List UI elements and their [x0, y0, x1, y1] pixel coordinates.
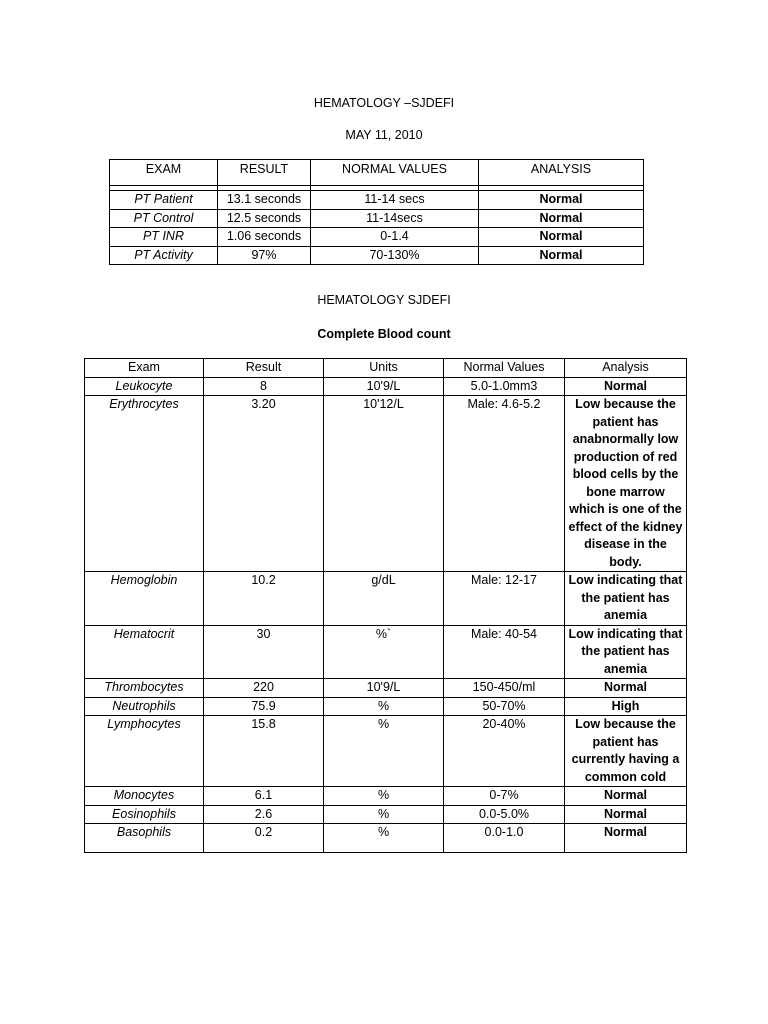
pt-result-cell: 13.1 seconds [218, 191, 311, 210]
pt-header-normal-values: NORMAL VALUES [311, 160, 479, 186]
cbc-table-header-row [85, 359, 687, 378]
cbc-result-cell: 220 [204, 679, 324, 698]
pt-header-exam: EXAM [110, 160, 218, 186]
cbc-result-cell: 15.8 [204, 716, 324, 787]
cbc-table [84, 358, 687, 853]
cbc-header-analysis: Analysis [565, 359, 687, 378]
cbc-analysis-cell: Low indicating that the patient has anemia [565, 625, 687, 679]
pt-analysis-cell: Normal [479, 246, 644, 265]
report1-title: HEMATOLOGY –SJDEFI [313, 96, 455, 110]
cbc-result-cell: 8 [204, 377, 324, 396]
pt-normal-values-cell: 11-14secs [311, 209, 479, 228]
table-row [110, 228, 644, 247]
table-row [110, 246, 644, 265]
cbc-exam-cell: Eosinophils [85, 805, 204, 824]
cbc-normal-values-cell: 20-40% [444, 716, 565, 787]
cbc-units-cell: % [324, 697, 444, 716]
cbc-exam-cell: Leukocyte [85, 377, 204, 396]
pt-result-cell: 1.06 seconds [218, 228, 311, 247]
pt-analysis-cell: Normal [479, 209, 644, 228]
table-row [85, 787, 687, 806]
cbc-analysis-cell: Normal [565, 805, 687, 824]
cbc-normal-values-cell: Male: 4.6-5.2 [444, 396, 565, 572]
cbc-exam-cell: Thrombocytes [85, 679, 204, 698]
cbc-analysis-cell: Normal [565, 679, 687, 698]
table-row [110, 191, 644, 210]
cbc-result-cell: 3.20 [204, 396, 324, 572]
cbc-normal-values-cell: 0-7% [444, 787, 565, 806]
pt-exam-cell: PT Patient [110, 191, 218, 210]
cbc-units-cell: g/dL [324, 572, 444, 626]
cbc-header-result: Result [204, 359, 324, 378]
cbc-normal-values-cell: Male: 12-17 [444, 572, 565, 626]
pt-table-header-row [110, 160, 644, 186]
cbc-normal-values-cell: 150-450/ml [444, 679, 565, 698]
table-row [85, 625, 687, 679]
cbc-result-cell: 30 [204, 625, 324, 679]
pt-exam-cell: PT Activity [110, 246, 218, 265]
pt-header-result: RESULT [218, 160, 311, 186]
cbc-units-cell: % [324, 787, 444, 806]
cbc-normal-values-cell: Male: 40-54 [444, 625, 565, 679]
cbc-analysis-cell: Normal [565, 377, 687, 396]
cbc-analysis-cell: Low because the patient has anabnormally low production of red blood cells by the bone marrow which is one of the effect of the kidney disease in the body. [565, 396, 687, 572]
cbc-result-cell: 6.1 [204, 787, 324, 806]
cbc-analysis-cell: Normal [565, 824, 687, 853]
cbc-exam-cell: Neutrophils [85, 697, 204, 716]
table-row [85, 805, 687, 824]
cbc-units-cell: 10'9/L [324, 679, 444, 698]
pt-header-analysis: ANALYSIS [479, 160, 644, 186]
cbc-exam-cell: Lymphocytes [85, 716, 204, 787]
cbc-normal-values-cell: 50-70% [444, 697, 565, 716]
pt-result-cell: 12.5 seconds [218, 209, 311, 228]
cbc-result-cell: 10.2 [204, 572, 324, 626]
pt-exam-cell: PT Control [110, 209, 218, 228]
cbc-result-cell: 75.9 [204, 697, 324, 716]
table-row [110, 209, 644, 228]
cbc-exam-cell: Basophils [85, 824, 204, 853]
cbc-units-cell: 10'12/L [324, 396, 444, 572]
table-row [85, 377, 687, 396]
cbc-header-exam: Exam [85, 359, 204, 378]
cbc-header-units: Units [324, 359, 444, 378]
cbc-analysis-cell: Low because the patient has currently having a common cold [565, 716, 687, 787]
cbc-analysis-cell: High [565, 697, 687, 716]
cbc-result-cell: 0.2 [204, 824, 324, 853]
cbc-units-cell: % [324, 805, 444, 824]
pt-normal-values-cell: 0-1.4 [311, 228, 479, 247]
cbc-units-cell: 10'9/L [324, 377, 444, 396]
table-row [85, 697, 687, 716]
table-row [85, 824, 687, 853]
table-row [85, 396, 687, 572]
cbc-analysis-cell: Normal [565, 787, 687, 806]
pt-result-cell: 97% [218, 246, 311, 265]
table-row [85, 679, 687, 698]
pt-exam-cell: PT INR [110, 228, 218, 247]
cbc-header-normal-values: Normal Values [444, 359, 565, 378]
pt-normal-values-cell: 70-130% [311, 246, 479, 265]
table-row [85, 572, 687, 626]
cbc-units-cell: % [324, 824, 444, 853]
cbc-units-cell: %` [324, 625, 444, 679]
pt-analysis-cell: Normal [479, 228, 644, 247]
cbc-normal-values-cell: 0.0-1.0 [444, 824, 565, 853]
report1-date: MAY 11, 2010 [345, 128, 423, 142]
pt-normal-values-cell: 11-14 secs [311, 191, 479, 210]
pt-table [109, 159, 644, 265]
cbc-analysis-cell: Low indicating that the patient has anemia [565, 572, 687, 626]
report2-subtitle: Complete Blood count [317, 327, 451, 341]
report2-title: HEMATOLOGY SJDEFI [317, 293, 451, 307]
cbc-units-cell: % [324, 716, 444, 787]
cbc-result-cell: 2.6 [204, 805, 324, 824]
cbc-normal-values-cell: 5.0-1.0mm3 [444, 377, 565, 396]
cbc-exam-cell: Monocytes [85, 787, 204, 806]
table-row [85, 716, 687, 787]
cbc-exam-cell: Erythrocytes [85, 396, 204, 572]
cbc-exam-cell: Hemoglobin [85, 572, 204, 626]
cbc-normal-values-cell: 0.0-5.0% [444, 805, 565, 824]
cbc-exam-cell: Hematocrit [85, 625, 204, 679]
pt-analysis-cell: Normal [479, 191, 644, 210]
